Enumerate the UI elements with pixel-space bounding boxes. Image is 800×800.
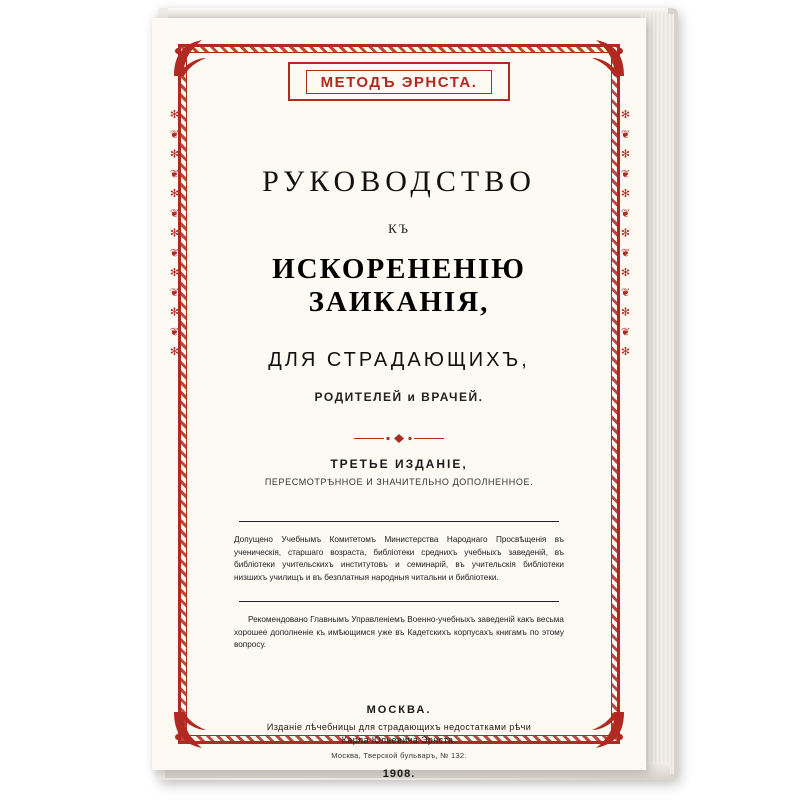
imprint-city: МОСКВА. — [366, 703, 432, 716]
imprint-year: 1908. — [382, 767, 416, 780]
method-badge-inner — [306, 70, 493, 94]
right-edge-ornament-icon: ✻ ❦ ✻ ❦ ✻ ❦ ✻ ❦ ✻ ❦ ✻ ❦ ✻ — [619, 108, 631, 360]
title-line-1: РУКОВОДСТВО — [262, 165, 536, 198]
divider-rule-middle — [239, 601, 559, 602]
method-label: МЕТОДЪ ЭРНСТА. — [320, 74, 478, 91]
subtitle-line-1: ДЛЯ СТРАДАЮЩИХЪ, — [268, 349, 530, 371]
book-front-cover — [152, 18, 646, 780]
edition-line-2: ПЕРЕСМОТРѢННОЕ И ЗНАЧИТЕЛЬНО ДОПОЛНЕННОЕ. — [264, 477, 534, 487]
approval-paragraph: Допущено Учебнымъ Комитетомъ Министерства Народнаго Просвѣщенія въ ученическія, старшаго возраста, библіотеки среднихъ учебныхъ заведеній, въ библіотеки учительскихъ институтовъ и семинарій, въ учительскія библіотеки низшихъ училищъ и въ безплатныя народныя читальни и библіотеки. — [234, 535, 564, 583]
title-page-content — [204, 62, 594, 780]
subtitle-line-2: РОДИТЕЛЕЙ и ВРАЧЕЙ. — [314, 390, 484, 404]
title-line-3: ИСКОРЕНЕНІЮ ЗАИКАНІЯ, — [272, 253, 526, 318]
recommendation-paragraph: Рекомендовано Главнымъ Управленіемъ Военно-учебныхъ заведеній какъ весьма хорошее дополненіе къ имѣющимся уже въ Кадетскихъ корпусахъ книгамъ по этому вопросу. — [234, 614, 564, 650]
divider-rule-top — [239, 521, 559, 522]
title-line-2: КЪ — [388, 221, 410, 236]
imprint-publisher-line-2: Карла Юльевича Эрнста. — [341, 734, 457, 745]
imprint-printer-line: Москва, Тверской бульваръ, № 132. — [331, 750, 467, 760]
imprint-publisher-line-1: Изданіе лѣчебницы для страдающихъ недостатками рѣчи — [266, 721, 532, 732]
method-badge — [288, 62, 511, 101]
left-edge-ornament-icon: ✻ ❦ ✻ ❦ ✻ ❦ ✻ ❦ ✻ ❦ ✻ ❦ ✻ — [168, 108, 180, 360]
divider-ornament-icon — [354, 434, 444, 443]
edition-line-1: ТРЕТЬЕ ИЗДАНІЕ, — [330, 457, 468, 471]
